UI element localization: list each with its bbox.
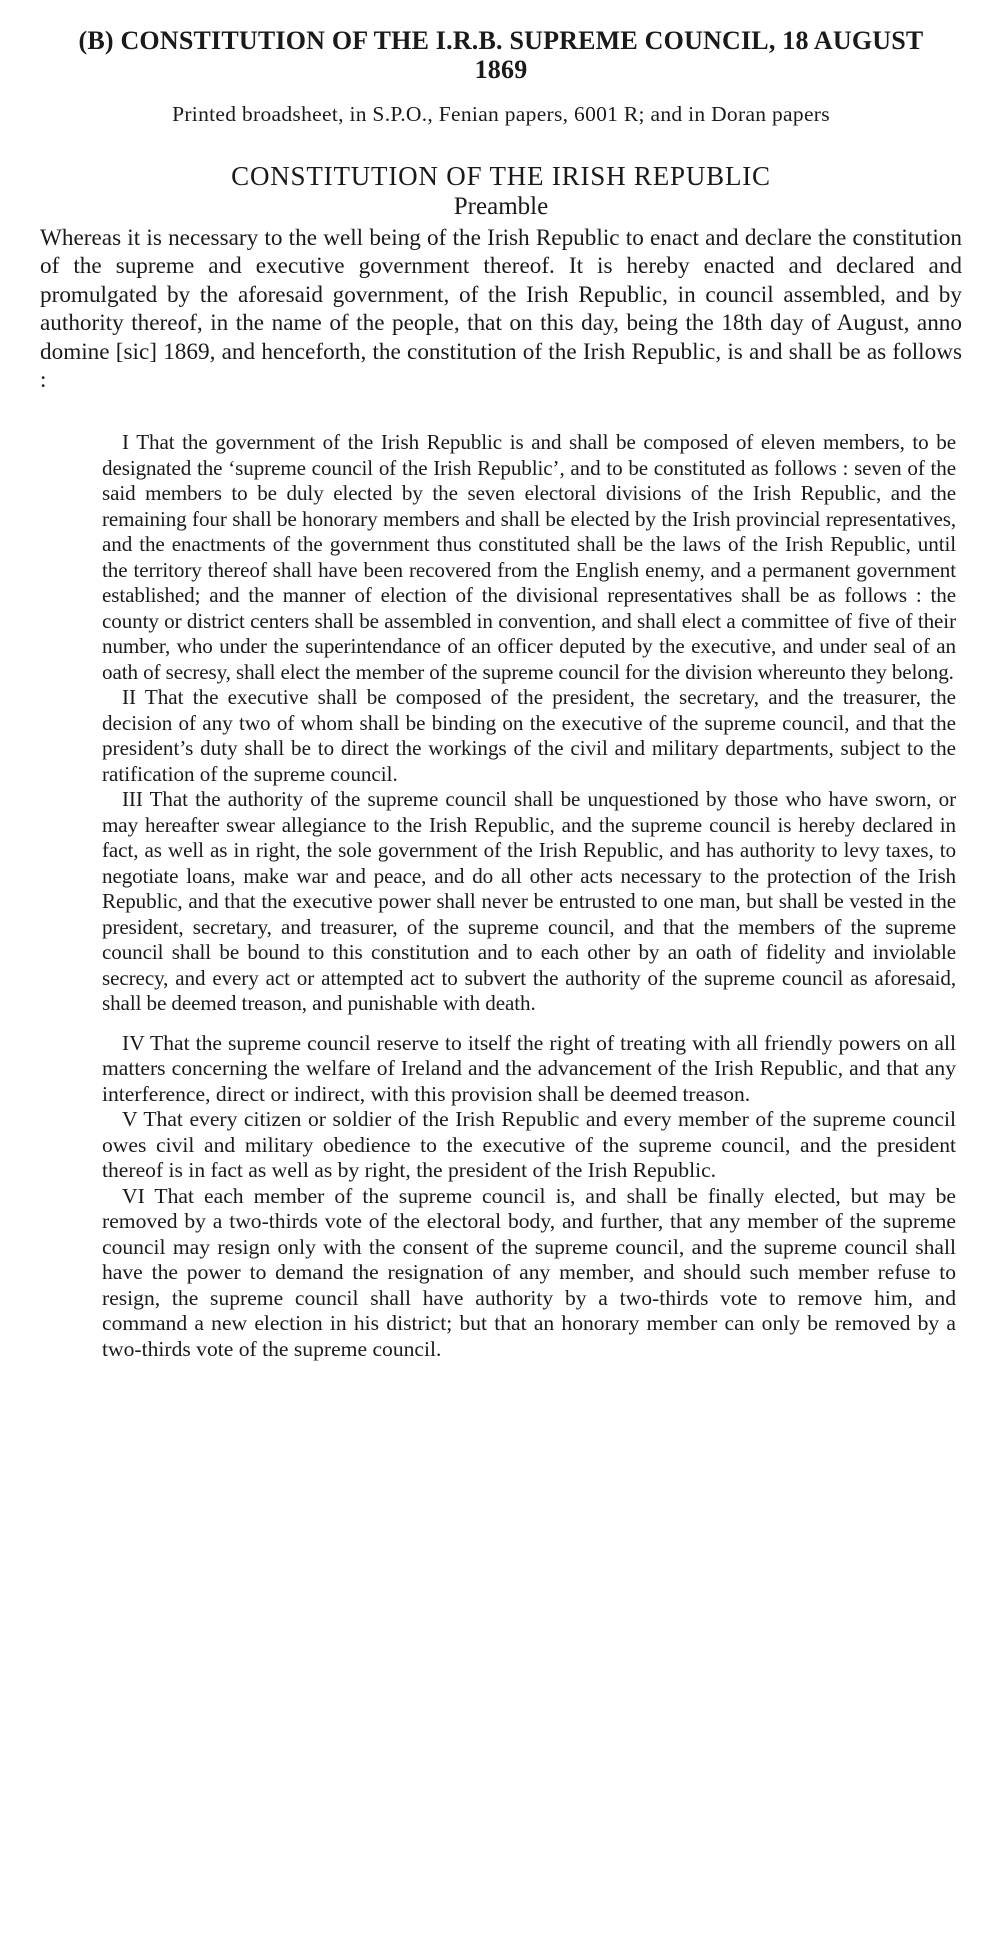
article-i: I That the government of the Irish Republic is and shall be composed of eleven members, to be designated the ‘supreme council of the Irish Republic’, and to be constituted as follows : seven of the said members to be duly elected by the seven electoral divisions of the Irish Republic, and the remaining four shall be honorary members and shall be elected by the Irish provincial representatives, and the enactments of the government thus constituted shall be the laws of the Irish Republic, until the territory thereof shall have been recovered from the English enemy, and a permanent government established; and the manner of election of the divisional representatives shall be as follows : the county or district centers shall be assembled in convention, and shall elect a committee of five of their number, who under the superintendance of an officer deputed by the executive, and under seal of an oath of secresy, shall elect the member of the supreme council for the division whereunto they belong. (102, 430, 956, 684)
document-title: CONSTITUTION OF THE IRISH REPUBLIC (231, 161, 771, 191)
article-iii: III That the authority of the supreme council shall be unquestioned by those who have sworn, or may hereafter swear allegiance to the Irish Republic, and the supreme council is hereby declared in fact, as well as in right, the sole government of the Irish Republic, and has authority to levy taxes, to negotiate loans, make war and peace, and do all other acts necessary to the protection of the Irish Republic, and that the executive power shall never be entrusted to one man, but shall be vested in the president, secretary, and treasurer, of the supreme council, and that the members of the supreme council shall be bound to this constitution and to each other by an oath of fidelity and inviolable secrecy, and every act or attempted act to subvert the authority of the supreme council as aforesaid, shall be deemed treason, and punishable with death. (102, 787, 956, 1016)
article-v: V That every citizen or soldier of the Irish Republic and every member of the supreme council owes civil and military obedience to the executive of the supreme council, and the president thereof is in fact as well as by right, the president of the Irish Republic. (102, 1107, 956, 1183)
section-heading-line1: (B) CONSTITUTION OF THE I.R.B. SUPREME COUNCIL, 18 AUGUST (78, 26, 924, 55)
article-ii: II That the executive shall be composed of the president, the secretary, and the treasurer, the decision of any two of whom shall be binding on the executive of the supreme council, and that the president’s duty shall be to direct the workings of the civil and military departments, subject to the ratification of the supreme council. (102, 685, 956, 786)
article-iv: IV That the supreme council reserve to itself the right of treating with all friendly powers on all matters concerning the welfare of Ireland and the advancement of the Irish Republic, and that any interference, direct or indirect, with this provision shall be deemed treason. (102, 1030, 956, 1106)
section-heading (40, 26, 962, 84)
articles-block-2 (102, 1031, 956, 1363)
preamble-paragraph: Whereas it is necessary to the well being of the Irish Republic to enact and declare the constitution of the supreme and executive government thereof. It is hereby enacted and declared and promulgated by the aforesaid government, of the Irish Republic, in council assembled, and by authority thereof, in the name of the people, that on this day, being the 18th day of August, anno domine [sic] 1869, and henceforth, the constitution of the Irish Republic, is and shall be as follows : (40, 225, 962, 394)
source-note: Printed broadsheet, in S.P.O., Fenian papers, 6001 R; and in Doran papers (172, 102, 830, 126)
article-vi: VI That each member of the supreme council is, and shall be finally elected, but may be removed by a two-thirds vote of the electoral body, and further, that any member of the supreme council may resign only with the consent of the supreme council, and the supreme council shall have the power to demand the resignation of any member, and should such member refuse to resign, the supreme council shall have authority by a two-thirds vote to remove him, and command a new election in his district; but that an honorary member can only be removed by a two-thirds vote of the supreme council. (102, 1183, 956, 1361)
articles-block-1 (102, 430, 956, 1017)
document-subtitle: Preamble (453, 193, 549, 220)
section-heading-line2: 1869 (474, 55, 528, 84)
